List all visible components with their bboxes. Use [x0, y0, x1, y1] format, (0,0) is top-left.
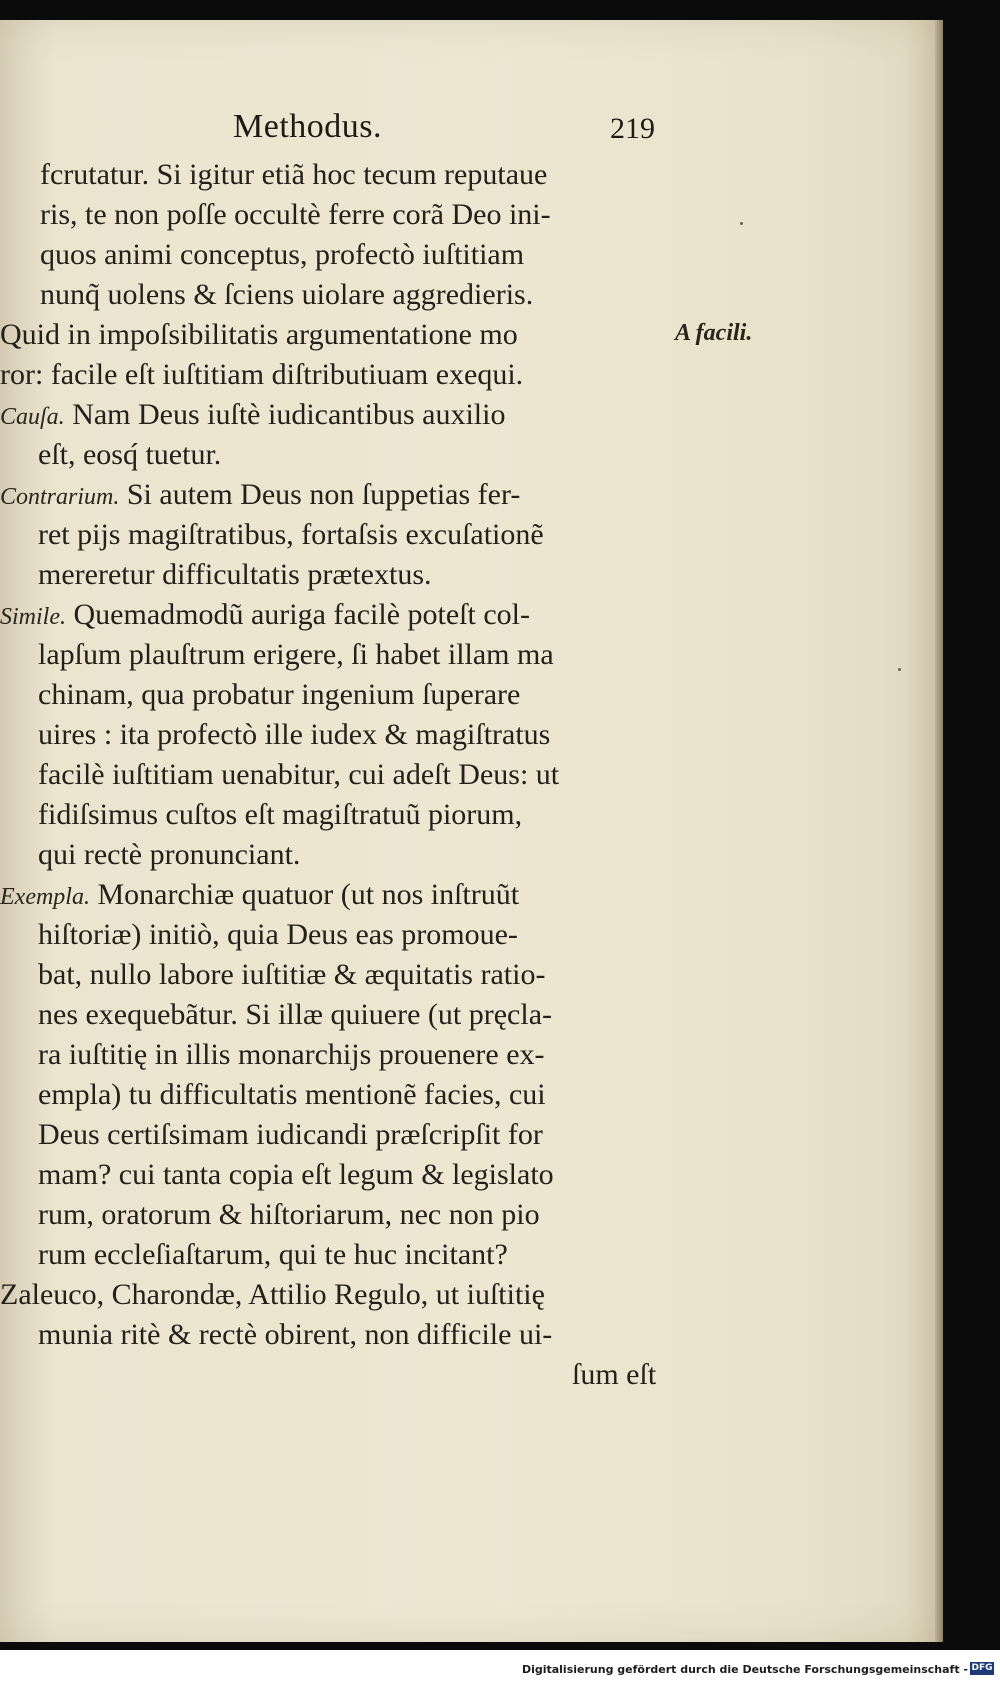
- line-text: nes exequebãtur. Si illæ quiuere (ut pręcla-: [38, 998, 552, 1031]
- line-text: ror: facile eſt iuſtitiam diſtributiuam exequi.: [0, 358, 524, 391]
- text-line: [38, 515, 544, 555]
- line-text: lapſum plauſtrum erigere, ſi habet illam ma: [38, 638, 554, 671]
- text-line: [38, 1115, 543, 1155]
- text-line: [40, 195, 551, 235]
- text-line: [38, 1235, 508, 1275]
- text-line: [38, 635, 554, 675]
- line-text: ſum eſt: [572, 1358, 657, 1391]
- line-text: rum, oratorum & hiſtoriarum, nec non pio: [38, 1198, 540, 1231]
- line-text: Nam Deus iuſtè iudicantibus auxilio: [72, 398, 506, 431]
- text-line: [0, 395, 505, 435]
- text-line: [0, 595, 530, 635]
- line-text: fidiſsimus cuſtos eſt magiſtratuũ piorum,: [38, 798, 523, 831]
- line-text: fcrutatur. Si igitur etiã hoc tecum reputaue: [40, 158, 548, 191]
- page-number: 219: [610, 112, 655, 145]
- margin-note: A facili.: [675, 320, 753, 346]
- text-line: [0, 875, 519, 915]
- dfg-logo: DFG: [971, 1663, 993, 1673]
- line-text: Zaleuco, Charondæ, Attilio Regulo, ut iuſtitię: [0, 1278, 545, 1311]
- text-line: [38, 435, 221, 475]
- text-line: [572, 1355, 656, 1395]
- side-label: Contrarium.: [0, 484, 120, 510]
- line-text: hiſtoriæ) initiò, quia Deus eas promoue-: [38, 918, 518, 951]
- text-line: [40, 275, 533, 315]
- line-text: Quid in impoſsibilitatis argumentatione mo: [0, 318, 518, 351]
- text-line: [38, 995, 552, 1035]
- text-line: [38, 1315, 552, 1355]
- line-text: facilè iuſtitiam uenabitur, cui adeſt Deus: ut: [38, 758, 560, 791]
- line-text: Si autem Deus non ſuppetias fer-: [126, 478, 521, 511]
- text-line: [38, 675, 520, 715]
- margin-mark: [740, 222, 743, 225]
- text-line: [38, 715, 550, 755]
- text-line: [0, 315, 518, 355]
- line-text: rum eccleſiaſtarum, qui te huc incitant?: [38, 1238, 508, 1271]
- text-line: [38, 795, 522, 835]
- line-text: Monarchiæ quatuor (ut nos inſtruũt: [97, 878, 520, 911]
- line-text: bat, nullo labore iuſtitiæ & æquitatis ratio-: [38, 958, 546, 991]
- line-text: ra iuſtitię in illis monarchijs prouenere ex-: [38, 1038, 545, 1071]
- line-text: mam? cui tanta copia eſt legum & legislato: [38, 1158, 554, 1191]
- line-text: nunq̃ uolens & ſciens uiolare aggredieris.: [40, 278, 534, 311]
- side-label: Exempla.: [0, 884, 90, 910]
- side-label: Cauſa.: [0, 404, 65, 430]
- line-text: Deus certiſsimam iudicandi præſcripſit for: [38, 1118, 543, 1151]
- text-line: [0, 355, 523, 395]
- line-text: munia ritè & rectè obirent, non difficile ui-: [38, 1318, 553, 1351]
- text-line: [38, 555, 432, 595]
- text-line: [40, 155, 547, 195]
- text-line: [38, 915, 518, 955]
- text-line: [38, 1155, 554, 1195]
- digitization-credit: Digitalisierung gefördert durch die Deutsche Forschungsgemeinschaft -: [521, 1663, 968, 1676]
- line-text: eſt, eosq́ tuetur.: [38, 438, 222, 471]
- text-line: [38, 755, 559, 795]
- line-text: Quemadmodũ auriga facilè poteſt col-: [73, 598, 530, 631]
- text-line: [38, 1195, 540, 1235]
- side-label: Simile.: [0, 604, 66, 630]
- text-line: [38, 1035, 545, 1075]
- text-line: [0, 475, 520, 515]
- line-text: ris, te non poſſe occultè ferre corã Deo ini-: [40, 198, 551, 231]
- running-title: Methodus.: [233, 108, 382, 145]
- line-text: empla) tu difficultatis mentionẽ facies, cui: [38, 1078, 546, 1111]
- text-line: [38, 1075, 546, 1115]
- page-edge: [935, 20, 943, 1642]
- line-text: quos animi conceptus, profectò iuſtitiam: [40, 238, 525, 271]
- text-line: [38, 955, 545, 995]
- text-line: [0, 1275, 545, 1315]
- line-text: mereretur difficultatis prætextus.: [38, 558, 432, 591]
- line-text: ret pijs magiſtratibus, fortaſsis excuſationẽ: [38, 518, 544, 551]
- line-text: chinam, qua probatur ingenium ſuperare: [38, 678, 521, 711]
- margin-mark: [898, 668, 901, 671]
- line-text: uires : ita profectò ille iudex & magiſtratus: [38, 718, 551, 751]
- text-line: [38, 835, 300, 875]
- line-text: qui rectè pronunciant.: [38, 838, 301, 871]
- text-line: [40, 235, 524, 275]
